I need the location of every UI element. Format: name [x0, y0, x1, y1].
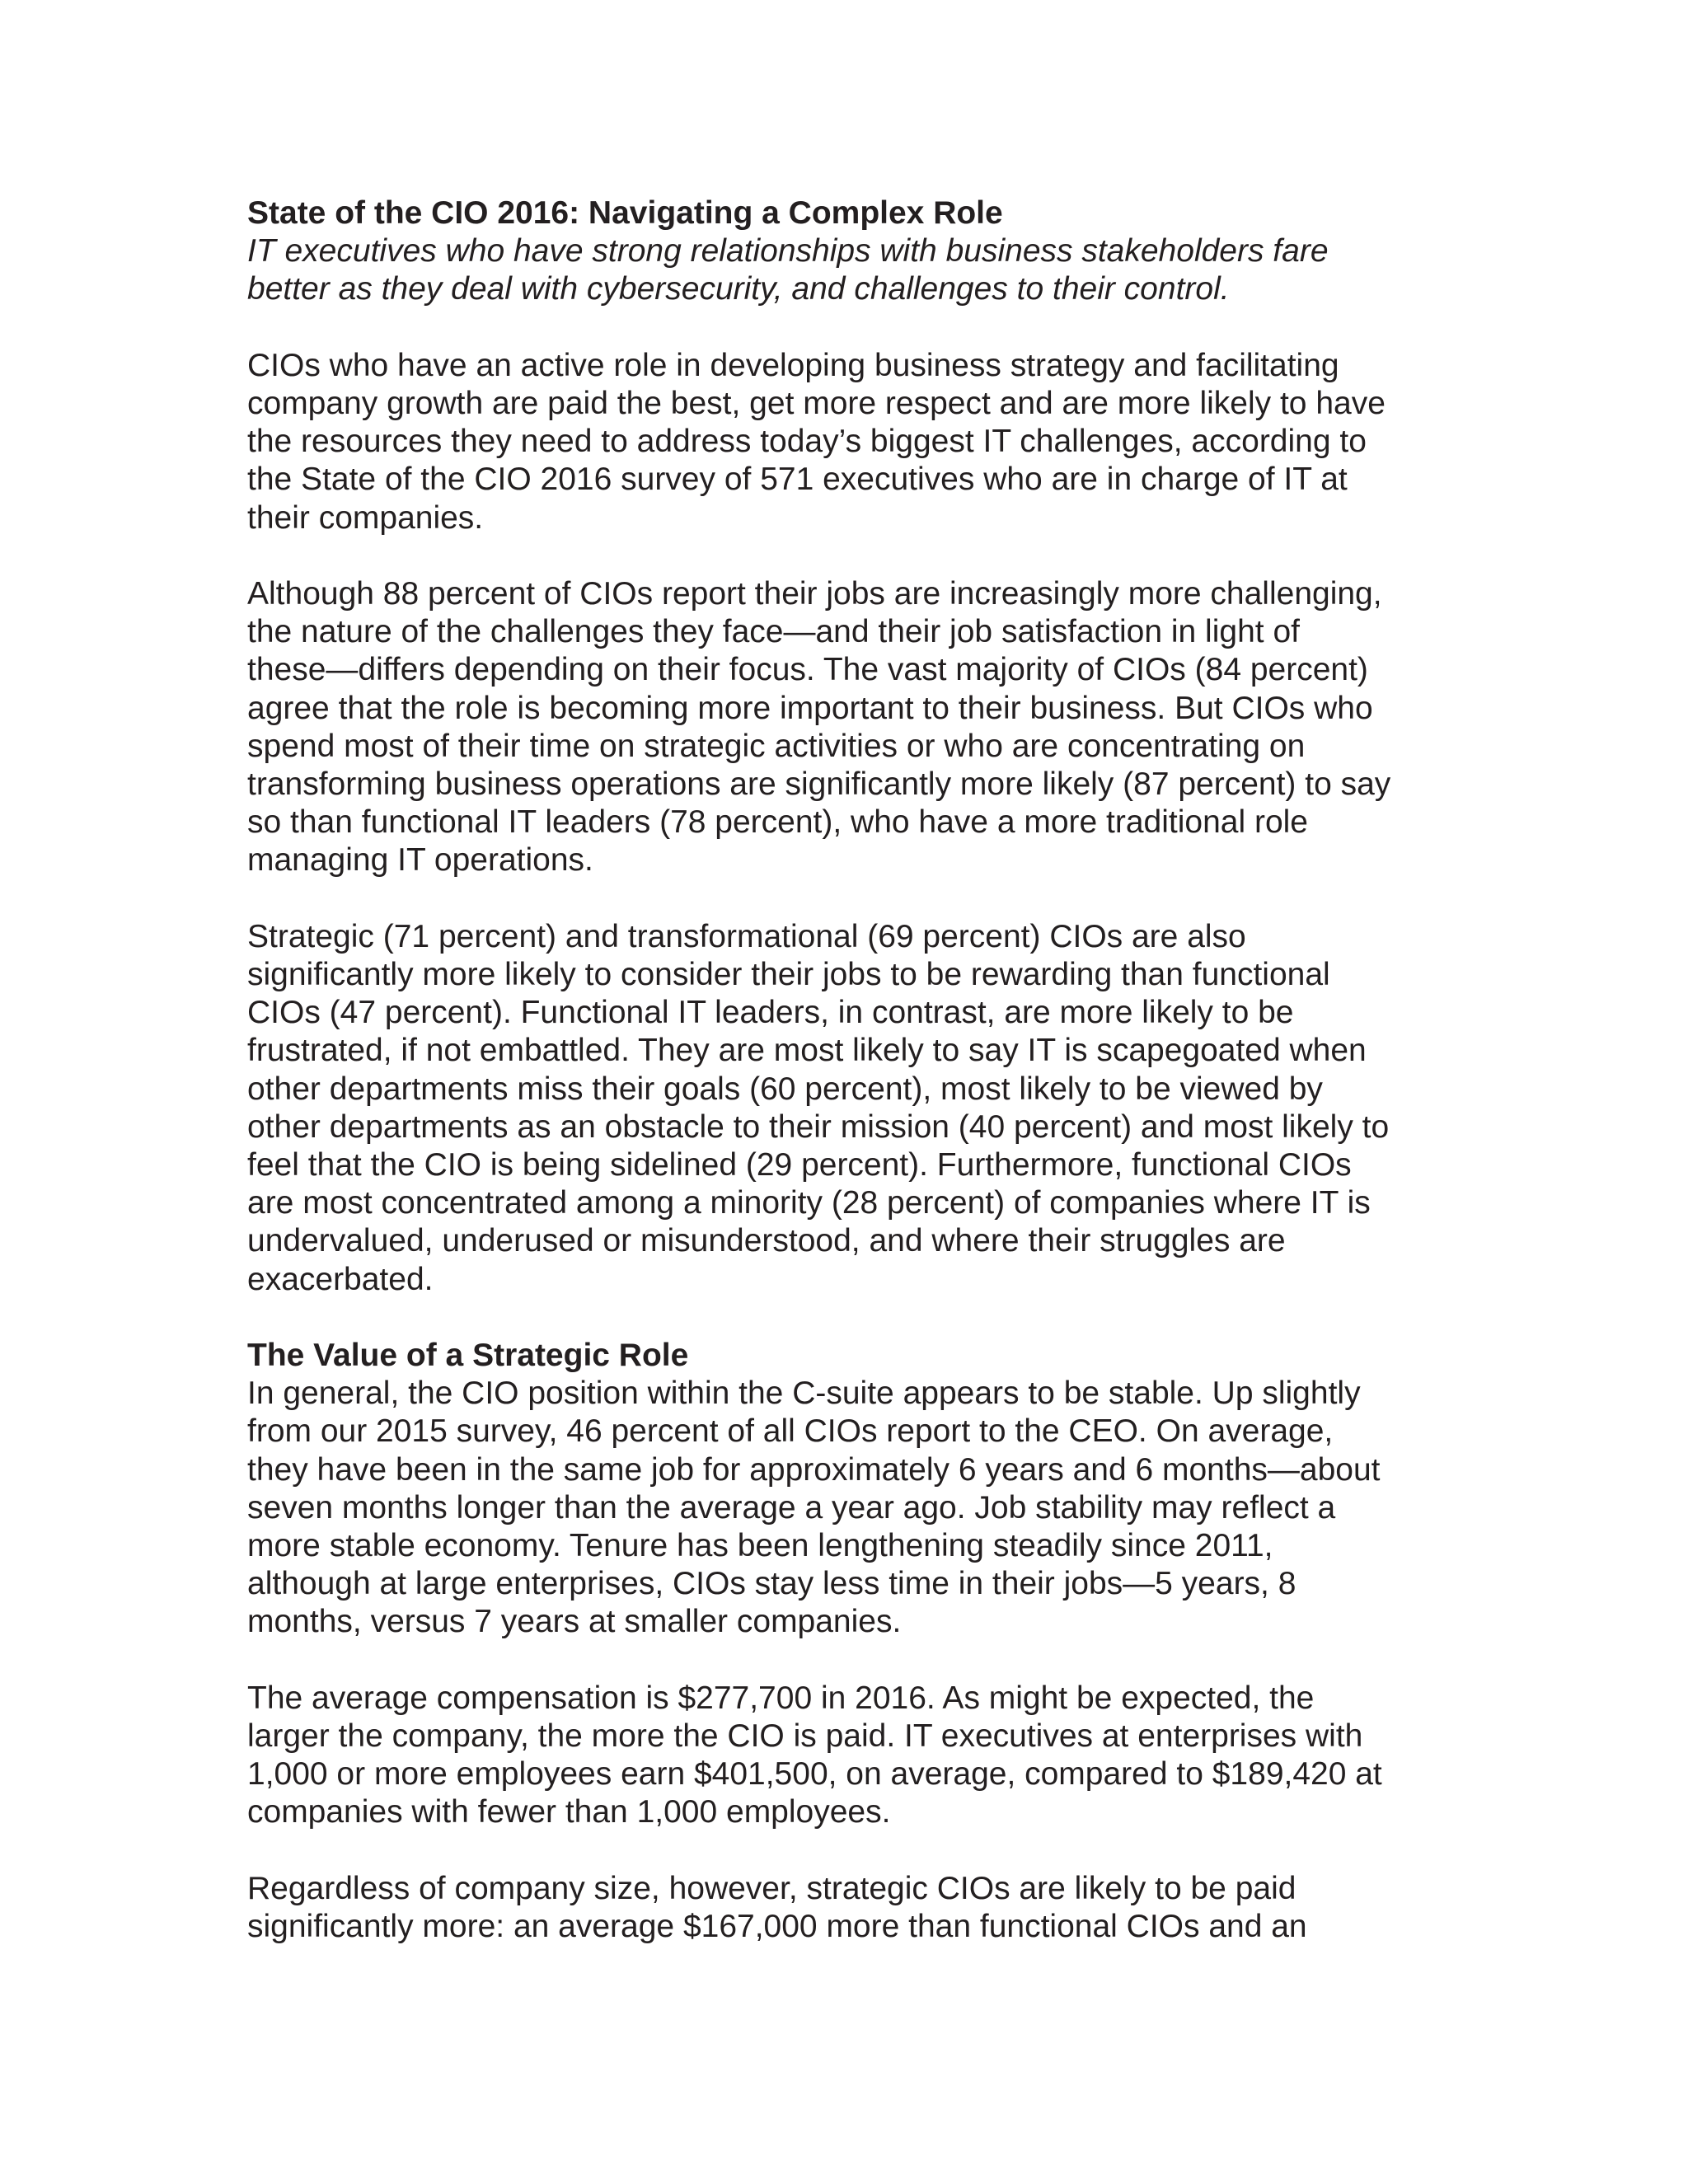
paragraph-compensation: The average compensation is $277,700 in 2016. As might be expected, the larger the company, the more the CIO is paid. IT executives at enterprises with 1,000 or more employees earn $401,500, on average, compared to $189,420 at companies with fewer than 1,000 employees.	[247, 1680, 1382, 1830]
paragraph-tenure: In general, the CIO position within the C-suite appears to be stable. Up slightly from our 2015 survey, 46 percent of all CIOs report to the CEO. On average, they have been in the same job for approximately 6 years and 6 months—about seven months longer than the average a year ago. Job stability may reflect a more stable economy. Tenure has been lengthening steadily since 2011, although at large enterprises, CIOs stay less time in their jobs—5 years, 8 months, versus 7 years at smaller companies.	[247, 1376, 1381, 1640]
paragraph-challenges: Although 88 percent of CIOs report their jobs are increasingly more challenging, the nature of the challenges they face—and their job satisfaction in light of these—differs depending on their focus. The vast majority of CIOs (84 percent) agree that the role is becoming more important to their business. But CIOs who spend most of their time on strategic activities or who are concentrating on transforming business operations are significantly more likely (87 percent) to say so than functional IT leaders (78 percent), who have a more traditional role managing IT operations.	[247, 576, 1391, 879]
paragraph-rewarding: Strategic (71 percent) and transformational (69 percent) CIOs are also significantly more likely to consider their jobs to be rewarding than functional CIOs (47 percent). Functional IT leaders, in contrast, are more likely to be frustrated, if not embattled. They are most likely to say IT is scapegoated when other departments miss their goals (60 percent), most likely to be viewed by other departments as an obstacle to their mission (40 percent) and most likely to feel that the CIO is being sidelined (29 percent). Furthermore, functional CIOs are most concentrated among a minority (28 percent) of companies where IT is undervalued, underused or misunderstood, and where their struggles are exacerbated.	[247, 918, 1390, 1297]
paragraph-intro: CIOs who have an active role in developing business strategy and facilitating company growth are paid the best, get more respect and are more likely to have the resources they need to address today’s biggest IT challenges, according to the State of the CIO 2016 survey of 571 executives who are in charge of IT at their companies.	[247, 347, 1386, 536]
article-title: State of the CIO 2016: Navigating a Complex Role	[247, 195, 1003, 231]
section-heading: The Value of a Strategic Role	[247, 1338, 689, 1374]
paragraph-company-size: Regardless of company size, however, strategic CIOs are likely to be paid significantly more: an average $167,000 more than functional CIOs and an	[247, 1870, 1307, 1945]
article-subtitle: IT executives who have strong relationships with business stakeholders fare better as they deal with cybersecurity, and challenges to their control.	[247, 233, 1329, 307]
document-page	[247, 194, 1467, 1946]
